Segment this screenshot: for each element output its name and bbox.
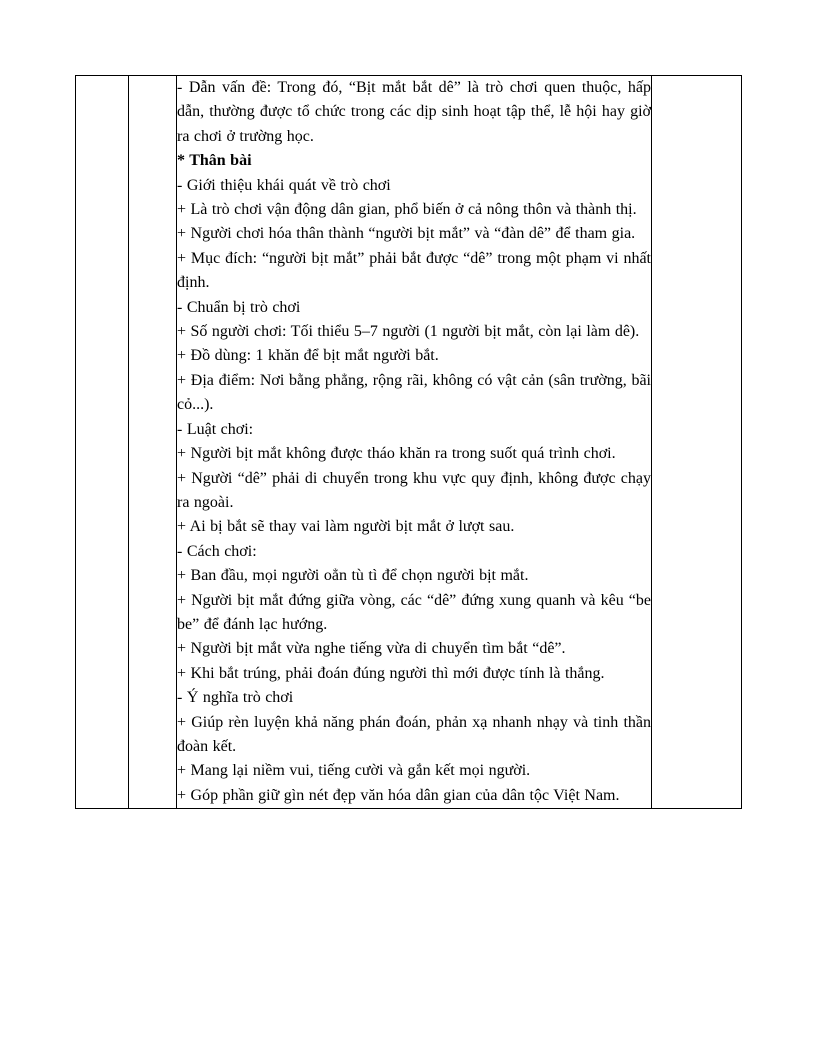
paragraph-item: + Mang lại niềm vui, tiếng cười và gắn kết mọi người. <box>177 762 531 780</box>
table-row <box>76 76 742 809</box>
paragraph-item: + Người bịt mắt không được tháo khăn ra trong suốt quá trình chơi. <box>177 445 616 463</box>
paragraph-item: + Ban đầu, mọi người oẳn tù tì để chọn người bịt mắt. <box>177 567 529 585</box>
paragraph-section-y-nghia: - Ý nghĩa trò chơi <box>177 689 294 707</box>
paragraph-item: + Người chơi hóa thân thành “người bịt mắt” và “đàn dê” để tham gia. <box>177 225 636 243</box>
paragraph-item: + Người bịt mắt đứng giữa vòng, các “dê” đứng xung quanh và kêu “be be” để đánh lạc hướng. <box>177 591 651 633</box>
cell-empty-left-1 <box>76 76 129 809</box>
cell-content <box>177 76 652 809</box>
paragraph-section-luat-choi: - Luật chơi: <box>177 420 254 438</box>
paragraph-item: + Số người chơi: Tối thiểu 5–7 người (1 người bịt mắt, còn lại làm dê). <box>177 323 640 341</box>
paragraph-heading-than-bai: * Thân bài <box>177 152 252 170</box>
paragraph-item: + Góp phần giữ gìn nét đẹp văn hóa dân gian của dân tộc Việt Nam. <box>177 786 620 804</box>
paragraph-item: + Địa điểm: Nơi bằng phẳng, rộng rãi, không có vật cản (sân trường, bãi cỏ...). <box>177 371 651 414</box>
paragraph-item: + Người “dê” phải di chuyển trong khu vực quy định, không được chạy ra ngoài. <box>177 469 651 511</box>
paragraph-section-gioi-thieu: - Giới thiệu khái quát về trò chơi <box>177 176 391 194</box>
cell-empty-left-2 <box>129 76 177 809</box>
cell-empty-right <box>652 76 742 809</box>
paragraph-item: + Đồ dùng: 1 khăn để bịt mắt người bắt. <box>177 347 439 365</box>
paragraph-item: + Mục đích: “người bịt mắt” phải bắt được “dê” trong một phạm vi nhất định. <box>177 249 651 292</box>
paragraph-item: + Là trò chơi vận động dân gian, phổ biến ở cả nông thôn và thành thị. <box>177 201 637 219</box>
paragraph-item: + Giúp rèn luyện khả năng phán đoán, phản xạ nhanh nhạy và tinh thần đoàn kết. <box>177 713 651 755</box>
paragraph-item: + Khi bắt trúng, phải đoán đúng người thì mới được tính là thắng. <box>177 664 605 682</box>
paragraph-section-chuan-bi: - Chuẩn bị trò chơi <box>177 298 301 316</box>
content-table <box>75 75 742 809</box>
paragraph-item: + Ai bị bắt sẽ thay vai làm người bịt mắt ở lượt sau. <box>177 518 515 536</box>
paragraph-section-cach-choi: - Cách chơi: <box>177 542 257 560</box>
paragraph-item: + Người bịt mắt vừa nghe tiếng vừa di chuyển tìm bắt “dê”. <box>177 640 566 658</box>
paragraph-intro: - Dẫn vấn đề: Trong đó, “Bịt mắt bắt dê” là trò chơi quen thuộc, hấp dẫn, thường được tổ chức trong các dịp sinh hoạt tập thể, lễ hội hay giờ ra chơi ở trường học. <box>177 79 651 145</box>
